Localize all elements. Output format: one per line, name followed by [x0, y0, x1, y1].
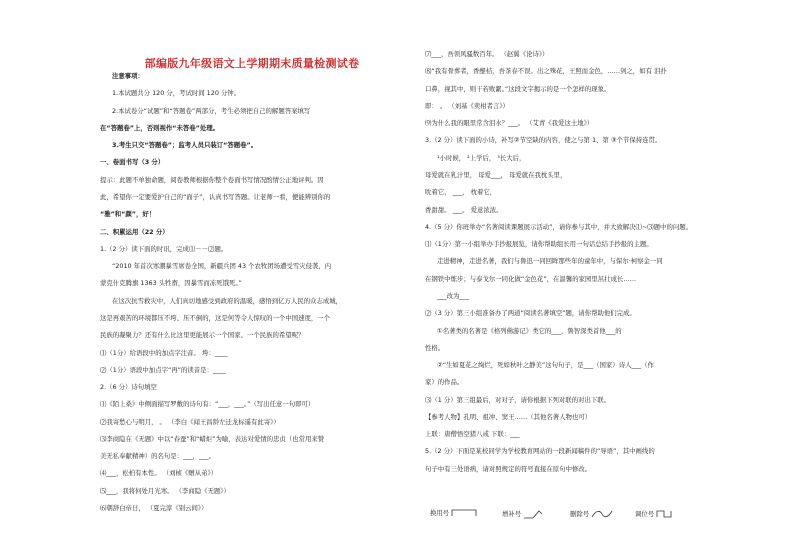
- text-line: ⑵（1分）语段中加点字“再”的读音是：____: [100, 365, 226, 374]
- mark-label: 增补号: [502, 510, 522, 518]
- text-line: 家）的作品。: [425, 378, 464, 387]
- text-line: 句子中有三处语病，请对照规定的符号直接在原句中修改。: [425, 464, 592, 473]
- text-line: 吮着它， ___， 枕着它，: [425, 188, 497, 197]
- mark-label: 换用号: [430, 509, 450, 517]
- text-line: 蒙克什克腾旗 1363 头牲畜，因暴雪而冻死饿死。”: [100, 279, 242, 288]
- mark-label: 调位号: [635, 510, 655, 518]
- text-line: 走进精神，走进名著，我们与鲁迅一同回眸那些年的童年中，与保尔·柯察金一同: [437, 257, 663, 266]
- replace-mark-icon: [451, 508, 477, 518]
- left-column: [100, 72, 390, 521]
- text-line: ⑶李商隐在《无题》中以“春蚕”和“蜡炬”为喻，表达对爱情的忠贞（也常用来赞: [100, 434, 325, 443]
- text-line: 2.本试卷分“试题”和“答题卷”两部分，考生必须把自己的解题答案填写: [112, 106, 311, 115]
- text-line: ⑴（1分）给语段中的加点字注音。 垮：____: [100, 348, 228, 357]
- text-line: ⑹朝辞白帝日， （夏完淳《别云间》）: [100, 504, 208, 513]
- text-line: 5.（2 分）下面是某校同学为学校教育网站的一段新闻稿件的“导语”，其中画线的: [425, 447, 655, 456]
- mark-delete: [570, 508, 613, 520]
- text-line: ⑴《陌上桑》中侧面描写罗敷的诗句有：“___，___。”（写出任意一句即可）: [100, 400, 315, 409]
- text-line: “雅”和“颜”，好！: [100, 210, 156, 219]
- text-line: ⑻“我有骨葬者，香醍桔，吾茶春不误。出之殊花，王照而金色，……剑之，如有 泪扑: [425, 67, 667, 76]
- text-line: 1.（2 分）读下面的时讯，完成⑴－－⑵题。: [100, 244, 228, 253]
- text-line: 在这次抗雪救灾中，人们真切地感受到政府的温暖，感悟到亿万人民的众志成城，: [112, 296, 343, 305]
- mark-swap: [635, 508, 676, 520]
- text-line: 注意事项：: [112, 72, 144, 80]
- text-line: 一、卷面书写（3 分）: [100, 158, 165, 167]
- text-line: 3.考生只交“答题卷”；监考人员只装订“答题卷”。: [112, 141, 258, 150]
- text-line: 香甜甜。 ___。 爱意浓浓。: [425, 205, 503, 214]
- text-line: 性格。: [425, 343, 445, 352]
- text-line: ⑼为什么我的眼里常含泪水？___。 （艾青《我爱这土地》）: [425, 119, 594, 128]
- correction-marks: [430, 500, 700, 530]
- mark-replace: [430, 508, 477, 518]
- text-line: 提示：此题不单独命题，阅卷教师根据你整个卷面书写情况酌情公正地评判。因: [100, 175, 324, 184]
- text-line: 3.（2 分）读下面的小诗，补写②节空缺的内容，使之与第 1、第 ③个节保持连贯。: [425, 136, 662, 145]
- page-title: 部编版九年级语文上学期期末质量检测试卷: [144, 57, 360, 70]
- text-line: ¹小时候， ²上学后， ³长大后，: [437, 153, 526, 162]
- text-line: ②“生如夏花之绚烂，死如秋叶之静美”这句句子，是___（国家）诗人___（作: [437, 361, 654, 370]
- text-line: 美无私奉献精神）的名句是：___，___。: [100, 452, 216, 461]
- text-line: 4.（5 分）你班举办“名著阅读课题展示活动”，请你参与其中，并大致解决⑴~⑶题中的问题。: [425, 222, 693, 231]
- text-line: ⑵我寄愁心与明月， 。 （李白《闻王昌龄左迁龙标遥有此寄》）: [100, 417, 280, 426]
- text-line: 二、积累运用（22 分）: [100, 227, 169, 236]
- text-line: 在钢铁中炼步；与泰戈尔一同化做“金色花”，在温馨的家园里茁壮成长……: [425, 274, 637, 283]
- text-line: 即： 。 （刘基《卖柑者言》）: [425, 101, 509, 110]
- text-line: 在“答题卷”上，否则视作“未答卷”处理。: [100, 123, 220, 132]
- text-line: 口鼻，视其中，则干若败絮。”这段文字揭示的是一个怎样的现象。: [425, 84, 611, 93]
- text-line: ①名著类的名著是《格列佛游记》类它的___，鲁智深类首他___的: [437, 326, 622, 335]
- insert-mark-icon: [523, 508, 543, 520]
- swap-mark-icon: [656, 508, 676, 520]
- text-line: 民族的凝聚力？还有什么比这里更能展示一个国家、一个民族的希望呢？: [100, 331, 305, 340]
- mark-label: 删除号: [570, 510, 590, 518]
- text-line: ⑺___，吾领风骚数百年。 （赵翼《论诗》）: [425, 50, 549, 58]
- text-line: 这是再艰苦的环境都压不垮、压不倒的，这是何等令人惊叹的一个中国速度，一个: [100, 313, 331, 322]
- text-line: ⑵（3 分）第三小组准备办了两道“阅读名著填空”题，请你帮助他们完成。: [425, 309, 636, 318]
- text-line: ⑸___，我将何处月光寒。 （李商隐《无题》）: [100, 486, 230, 495]
- text-line: ⑴（1分）第一小组举办手抄报展览，请你帮助组长用一句话总结手抄报的主题。: [425, 240, 653, 249]
- text-line: ___改为___: [437, 291, 469, 300]
- text-line: 【参考人物】孔明、祖冲、窦王……（其他名著人物也可）: [425, 412, 592, 421]
- delete-mark-icon: [591, 508, 613, 520]
- mark-insert: [502, 508, 543, 520]
- text-line: ⑷___，松柏有本性。 （刘桢《赠从弟》）: [100, 469, 218, 478]
- text-line: 1.本试题共分 120 分，考试时间 120 分钟。: [112, 89, 241, 98]
- text-line: 此，希望你一定要爱护自己的“面子”，认真书写答题。让老师一看，便能辨别你的: [100, 192, 331, 201]
- text-line: 2.（6 分）诗句填空: [100, 383, 157, 392]
- text-line: “2010 年首次寒潮暴雪席卷全国，新疆兵团 43 个农牧团场遭受雪灾侵袭，内: [112, 262, 332, 271]
- text-line: ⑶（1 分）第三组最后，对对子，请你根据下列对联的对出下联。: [425, 395, 611, 404]
- text-line: 母爱就在乳汁里， 母爱___， 母爱就在我枕头里，: [425, 170, 567, 179]
- right-column: [425, 50, 697, 482]
- text-line: 上联：唐僧悟空猪八戒 下联：___: [425, 430, 520, 439]
